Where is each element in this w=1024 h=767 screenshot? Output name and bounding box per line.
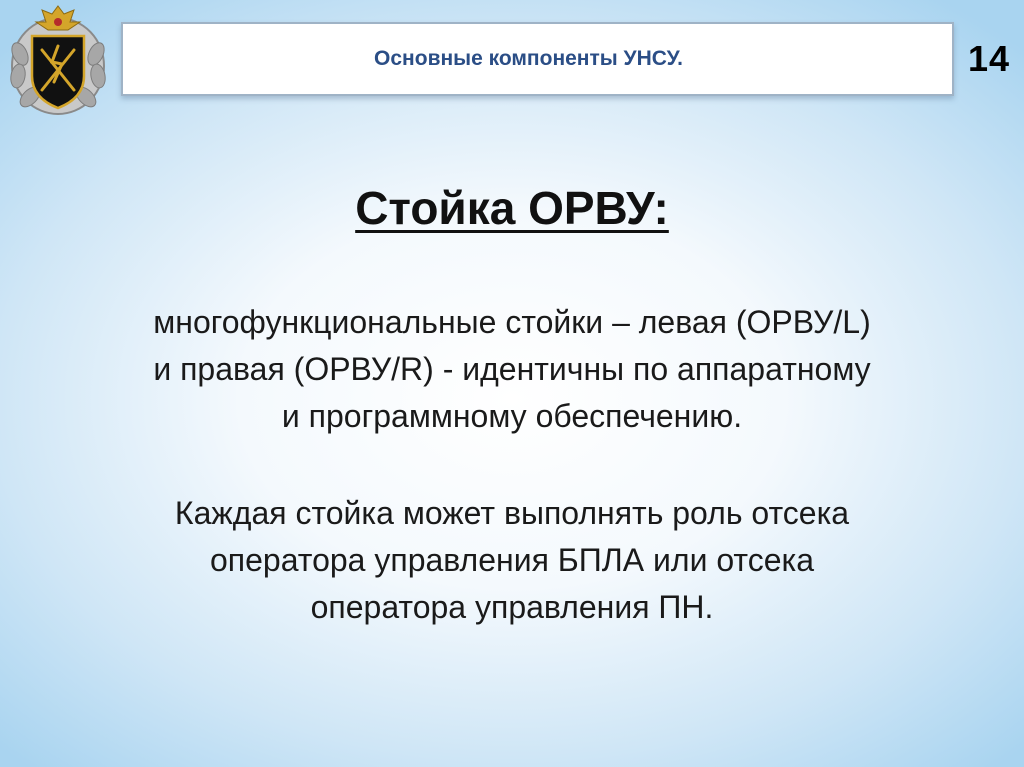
- slide-heading-text: Стойка ОРВУ:: [355, 182, 669, 234]
- paragraph-line: и правая (ОРВУ/R) - идентичны по аппаратному: [153, 351, 871, 387]
- paragraph-line: и программному обеспечению.: [281, 398, 743, 434]
- paragraph-description: [30, 299, 994, 440]
- paragraph-line: оператора управления БПЛА или отсека: [209, 542, 815, 578]
- paragraph-line: многофункциональные стойки – левая (ОРВУ/L): [153, 304, 871, 340]
- header-title: Основные компоненты УНСУ.: [374, 47, 683, 70]
- paragraph-line: Каждая стойка может выполнять роль отсека: [174, 495, 850, 531]
- slide-heading: [0, 181, 1024, 235]
- header-title-box: [121, 22, 954, 96]
- military-emblem-icon: [6, 2, 110, 118]
- paragraph-line: оператора управления ПН.: [310, 589, 714, 625]
- paragraph-roles: [30, 490, 994, 631]
- page-number: 14: [967, 38, 1011, 79]
